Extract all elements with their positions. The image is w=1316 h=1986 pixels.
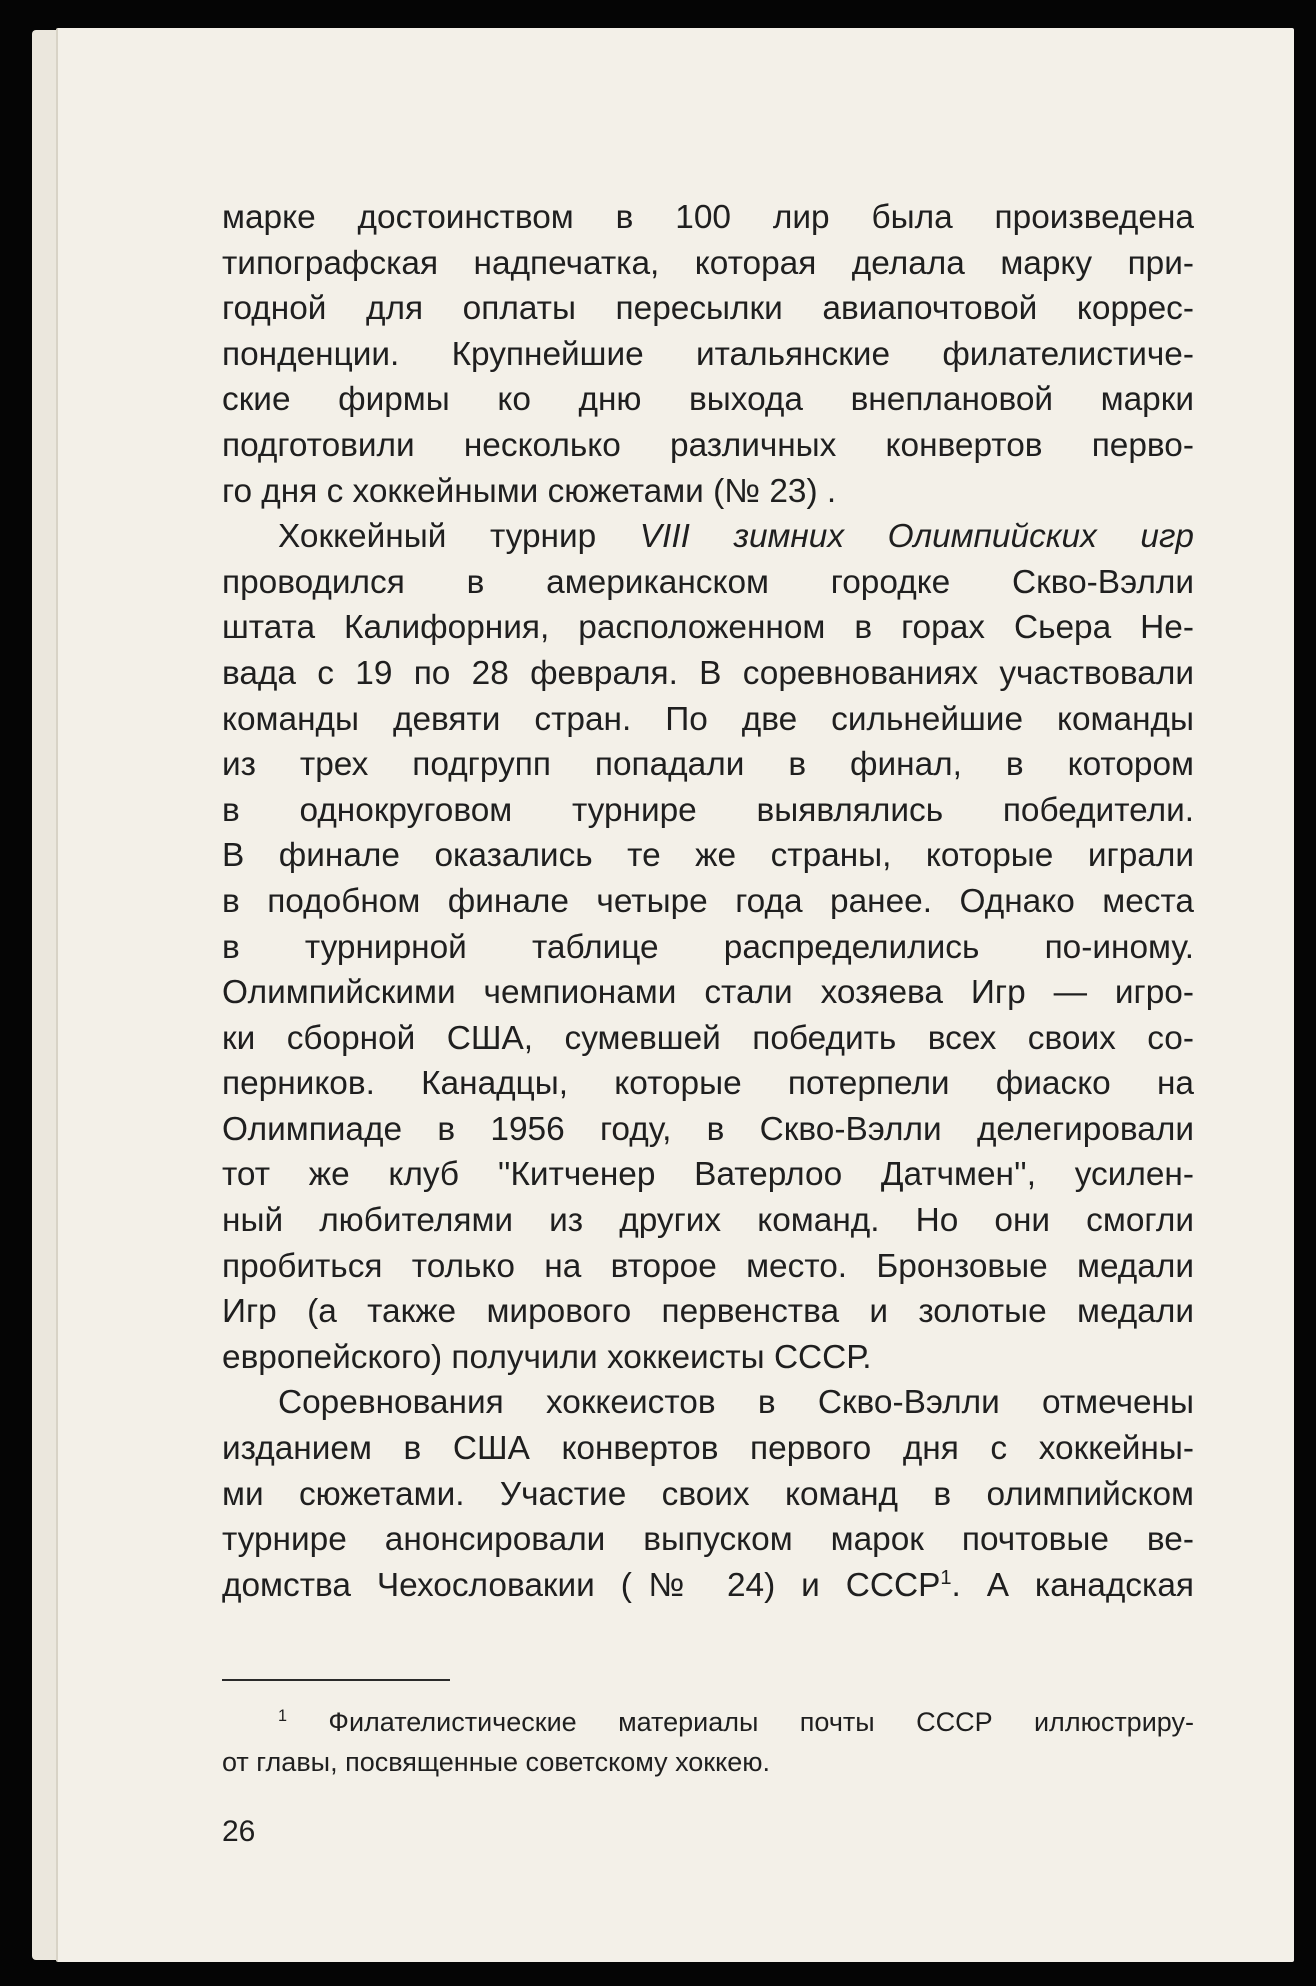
text-run: Филателистические материалы почты СССР иллюстриру-: [328, 1707, 1194, 1737]
text-line: из трех подгрупп попадали в финал, в котором: [222, 746, 1194, 784]
text-line: [222, 514, 1194, 560]
text-line: [222, 1563, 1194, 1609]
italic-text-run: VIII зимних Олимпийских игр: [639, 518, 1194, 556]
text-line: от главы, посвященные советскому хоккею.: [222, 1747, 770, 1777]
text-line: тот же клуб ''Китченер Ватерлоо Датчмен'', усилен-: [222, 1156, 1194, 1194]
text-line: пробиться только на второе место. Бронзовые медали: [222, 1247, 1194, 1285]
text-line: Олимпийскими чемпионами стали хозяева Игр — игро-: [222, 974, 1194, 1012]
text-line: марке достоинством в 100 лир была произведена: [222, 199, 1194, 236]
paragraph: [222, 195, 1194, 514]
text-line: В финале оказались те же страны, которые играли: [222, 837, 1194, 875]
text-line: ми сюжетами. Участие своих команд в олимпийском: [222, 1475, 1194, 1513]
page-number: 26: [222, 1815, 256, 1848]
footnote-rule: [222, 1679, 450, 1681]
text-line: ный любителями из других команд. Но они смогли: [222, 1202, 1194, 1240]
footnote-marker: 1: [278, 1707, 288, 1725]
text-line: Олимпиаде в 1956 году, в Скво-Вэлли делегировали: [222, 1110, 1194, 1148]
text-line: турнире анонсировали выпуском марок почтовые ве-: [222, 1521, 1194, 1559]
text-line: подготовили несколько различных конвертов перво-: [222, 426, 1194, 464]
text-run: Хоккейный турнир: [278, 518, 640, 556]
text-line: в турнирной таблице распределились по-иному.: [222, 928, 1194, 966]
text-run: домства Чехословакии (№ 24) и СССР: [222, 1566, 941, 1604]
text-line: европейского) получили хоккеисты СССР.: [222, 1338, 872, 1376]
text-line: штата Калифорния, расположенном в горах Сьера Не-: [222, 609, 1194, 647]
body-text: [222, 195, 1194, 1608]
text-line: типографская надпечатка, которая делала марку при-: [222, 244, 1194, 282]
text-line: проводился в американском городке Скво-Вэлли: [222, 563, 1194, 601]
text-line: в подобном финале четыре года ранее. Однако места: [222, 882, 1194, 920]
text-line: Игр (а также мирового первенства и золотые медали: [222, 1293, 1194, 1331]
text-line: перников. Канадцы, которые потерпели фиаско на: [222, 1065, 1194, 1103]
text-line: изданием в США конвертов первого дня с хоккейны-: [222, 1430, 1194, 1468]
footnote: [222, 1702, 1194, 1782]
footnote-reference: 1: [940, 1566, 952, 1589]
text-line: команды девяти стран. По две сильнейшие команды: [222, 700, 1194, 738]
text-line: вада с 19 по 28 февраля. В соревнованиях участвовали: [222, 654, 1194, 692]
text-line: Соревнования хоккеистов в Скво-Вэлли отмечены: [278, 1384, 1194, 1422]
text-line: ки сборной США, сумевшей победить всех своих со-: [222, 1019, 1194, 1057]
text-line: [222, 1702, 1194, 1742]
paragraph: [222, 514, 1194, 1380]
paragraph: [222, 1380, 1194, 1608]
text-line: ские фирмы ко дню выхода внеплановой марки: [222, 381, 1194, 419]
text-line: годной для оплаты пересылки авиапочтовой коррес-: [222, 290, 1194, 328]
text-line: в однокруговом турнире выявлялись победители.: [222, 791, 1194, 829]
text-run: . А канадская: [951, 1566, 1194, 1604]
text-line: понденции. Крупнейшие итальянские филателистиче-: [222, 335, 1194, 373]
text-line: го дня с хоккейными сюжетами (№ 23) .: [222, 472, 837, 510]
